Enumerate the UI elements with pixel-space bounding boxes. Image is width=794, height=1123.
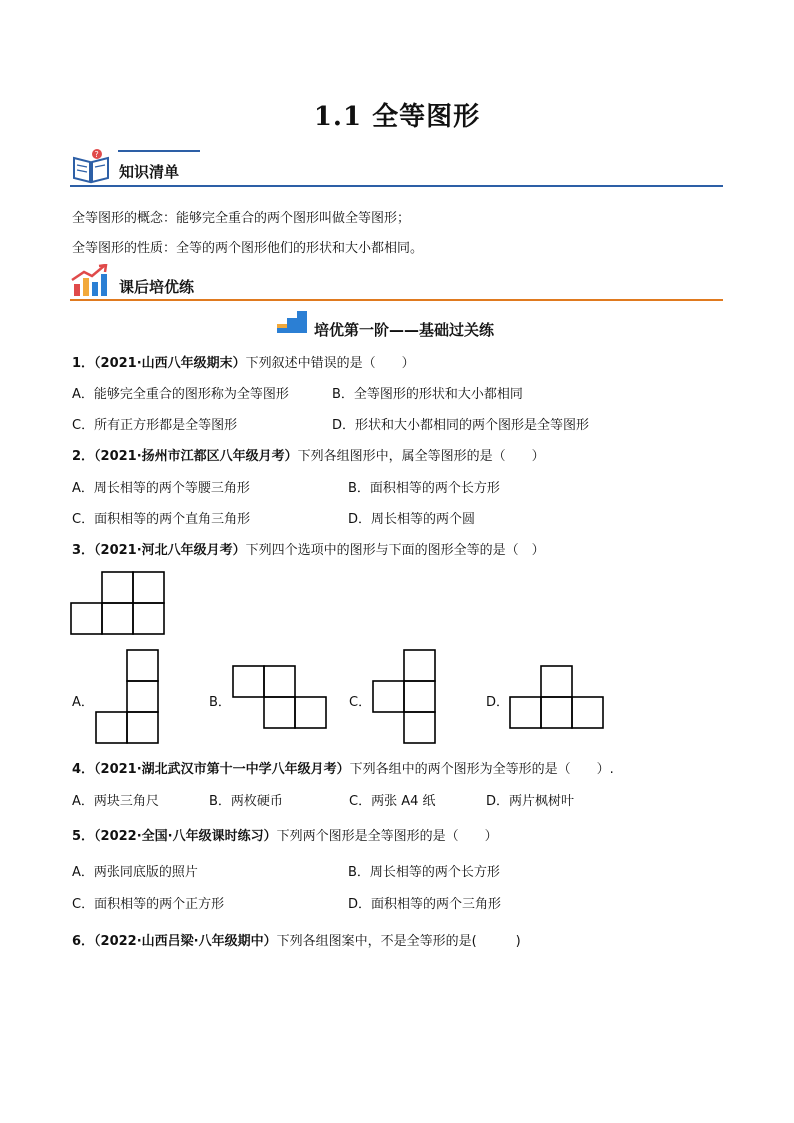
question-stem: 下列叙述中错误的是（ ） (245, 356, 415, 371)
question-source: （2022·全国·八年级课时练习） (94, 829, 277, 844)
svg-text:?: ? (94, 150, 99, 159)
question-2 (72, 445, 545, 464)
question-number: 1． (72, 356, 95, 371)
option-d: D．两片枫树叶 (486, 794, 575, 809)
question-source: （2021·扬州市江都区八年级月考） (94, 449, 298, 464)
bar-chart-icon (70, 264, 110, 298)
option-b-figure (232, 664, 329, 730)
stairs-icon (276, 309, 310, 335)
reference-figure (70, 570, 168, 636)
question-stem: 下列各组中的两个图形为全等形的是（ ）. (349, 762, 614, 777)
question-number: 3． (72, 543, 95, 558)
book-icon (70, 148, 114, 186)
stage-title: 培优第一阶——基础过关练 (314, 321, 495, 339)
section-label-knowledge: 知识清单 (119, 163, 180, 181)
section-top-rule (118, 150, 200, 152)
option-b: B．面积相等的两个长方形 (348, 481, 500, 496)
question-6 (72, 930, 521, 949)
option-c: C．面积相等的两个正方形 (72, 897, 225, 912)
option-a: A．两张同底版的照片 (72, 865, 198, 880)
knowledge-line: 全等图形的性质：全等的两个图形他们的形状和大小都相同。 (72, 241, 424, 256)
question-number: 2． (72, 449, 95, 464)
option-d: D．周长相等的两个圆 (348, 512, 476, 527)
option-c-figure (372, 648, 438, 745)
option-c: C．面积相等的两个直角三角形 (72, 512, 251, 527)
option-a-label: A． (72, 695, 94, 710)
section-label-practice: 课后培优练 (119, 278, 195, 296)
option-b: B．周长相等的两个长方形 (348, 865, 500, 880)
question-stem: 下列各组图案中，不是全等形的是( ) (276, 934, 521, 949)
question-source: （2021·河北八年级月考） (94, 543, 246, 558)
option-d: D．形状和大小都相同的两个图形是全等图形 (332, 418, 590, 433)
question-stem: 下列两个图形是全等图形的是（ ） (276, 829, 498, 844)
question-3 (72, 539, 545, 558)
option-a: A．两块三角尺 (72, 794, 159, 809)
option-d: D．面积相等的两个三角形 (348, 897, 502, 912)
page-title: 1.1 全等图形 (313, 102, 481, 132)
option-d-figure (509, 664, 606, 730)
option-a: A．周长相等的两个等腰三角形 (72, 481, 250, 496)
option-c: C．两张 A4 纸 (349, 794, 436, 809)
question-source: （2021·湖北武汉市第十一中学八年级月考） (94, 762, 350, 777)
question-source: （2022·山西吕梁·八年级期中） (94, 934, 277, 949)
question-1 (72, 352, 415, 371)
option-a: A．能够完全重合的图形称为全等图形 (72, 387, 289, 402)
section-divider (70, 299, 723, 301)
option-d-label: D． (486, 695, 510, 710)
question-stem: 下列各组图形中，属全等图形的是（ ） (297, 449, 545, 464)
question-number: 6． (72, 934, 95, 949)
question-4 (72, 758, 614, 777)
question-number: 4． (72, 762, 95, 777)
question-5 (72, 825, 498, 844)
option-b: B．两枚硬币 (209, 794, 283, 809)
section-divider (70, 185, 723, 187)
option-c: C．所有正方形都是全等图形 (72, 418, 238, 433)
question-stem: 下列四个选项中的图形与下面的图形全等的是（ ） (245, 543, 545, 558)
option-b-label: B． (209, 695, 231, 710)
knowledge-line: 全等图形的概念：能够完全重合的两个图形叫做全等图形； (72, 211, 411, 226)
question-number: 5． (72, 829, 95, 844)
option-c-label: C． (349, 695, 372, 710)
question-source: （2021·山西八年级期末） (94, 356, 246, 371)
option-a-figure (95, 648, 161, 745)
option-b: B．全等图形的形状和大小都相同 (332, 387, 523, 402)
